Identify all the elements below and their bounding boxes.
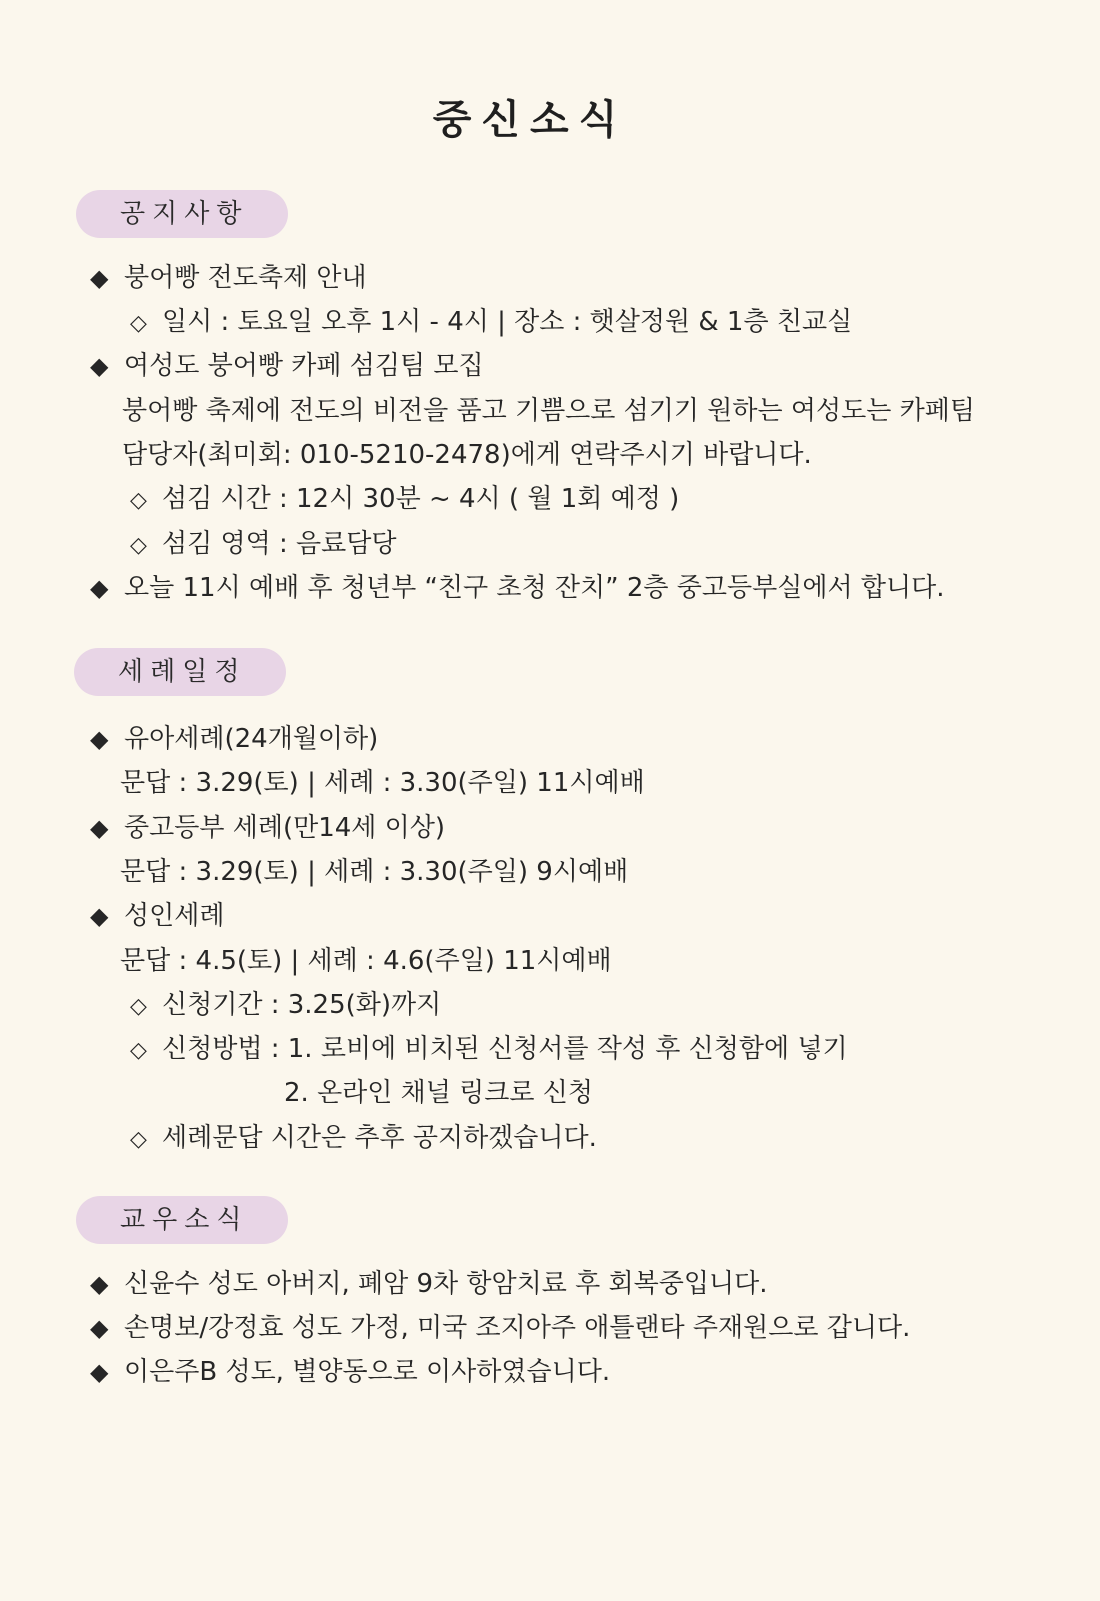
filled-diamond-icon: ◆ bbox=[90, 1314, 109, 1342]
list-item-text: 붕어빵 전도축제 안내 bbox=[124, 263, 367, 293]
list-item-text: 섬김 시간 : 12시 30분 ~ 4시 ( 월 1회 예정 ) bbox=[162, 484, 680, 514]
list-item-text: 성인세례 bbox=[124, 901, 225, 931]
hollow-diamond-icon: ◇ bbox=[130, 488, 147, 513]
list-item-text: 손명보/강정효 성도 가정, 미국 조지아주 애틀랜타 주재원으로 갑니다. bbox=[124, 1313, 911, 1343]
hollow-diamond-icon: ◇ bbox=[130, 994, 147, 1019]
filled-diamond-icon: ◆ bbox=[90, 574, 109, 602]
paragraph-line: 담당자(최미회: 010-5210-2478)에게 연락주시기 바랍니다. bbox=[122, 440, 812, 470]
paragraph-line: 문답 : 3.29(토) | 세례 : 3.30(주일) 11시예배 bbox=[120, 768, 645, 798]
filled-diamond-icon: ◆ bbox=[90, 1270, 109, 1298]
list-item-text: 신윤수 성도 아버지, 폐암 9차 항암치료 후 회복중입니다. bbox=[124, 1269, 768, 1299]
page-title: 중신소식 bbox=[432, 97, 628, 143]
filled-diamond-icon: ◆ bbox=[90, 902, 109, 930]
list-item bbox=[90, 262, 367, 294]
list-item-text: 세례문답 시간은 추후 공지하겠습니다. bbox=[162, 1123, 597, 1153]
list-item bbox=[90, 1356, 610, 1388]
list-item bbox=[130, 528, 396, 562]
list-item bbox=[130, 1122, 597, 1156]
list-item bbox=[130, 989, 441, 1023]
list-item bbox=[130, 483, 679, 517]
list-item-text: 신청방법 : 1. 로비에 비치된 신청서를 작성 후 신청함에 넣기 bbox=[162, 1034, 848, 1064]
hollow-diamond-icon: ◇ bbox=[130, 1127, 147, 1152]
list-item bbox=[90, 350, 484, 382]
list-item-text: 오늘 11시 예배 후 청년부 “친구 초청 잔치” 2층 중고등부실에서 합니다. bbox=[124, 573, 945, 603]
hollow-diamond-icon: ◇ bbox=[130, 1038, 147, 1063]
list-item-text: 유아세례(24개월이하) bbox=[124, 724, 379, 754]
filled-diamond-icon: ◆ bbox=[90, 814, 109, 842]
list-item bbox=[90, 1312, 910, 1344]
list-item bbox=[90, 1268, 767, 1300]
list-item-text: 신청기간 : 3.25(화)까지 bbox=[162, 990, 442, 1020]
list-item bbox=[90, 812, 445, 844]
paragraph-line: 문답 : 4.5(토) | 세례 : 4.6(주일) 11시예배 bbox=[120, 946, 612, 976]
list-item-text: 일시 : 토요일 오후 1시 - 4시 | 장소 : 햇살정원 & 1층 친교실 bbox=[162, 307, 853, 337]
filled-diamond-icon: ◆ bbox=[90, 352, 109, 380]
list-item-text: 여성도 붕어빵 카페 섬김팀 모집 bbox=[124, 351, 484, 381]
filled-diamond-icon: ◆ bbox=[90, 264, 109, 292]
list-item bbox=[90, 900, 224, 932]
hollow-diamond-icon: ◇ bbox=[130, 311, 147, 336]
list-item bbox=[90, 723, 378, 755]
list-item bbox=[130, 306, 852, 340]
filled-diamond-icon: ◆ bbox=[90, 725, 109, 753]
section-heading-notices: 공지사항 bbox=[76, 190, 288, 238]
list-item-text: 이은주B 성도, 별양동으로 이사하였습니다. bbox=[124, 1357, 611, 1387]
list-item bbox=[130, 1033, 848, 1067]
list-item-text: 중고등부 세례(만14세 이상) bbox=[124, 813, 446, 843]
section-heading-baptism: 세례일정 bbox=[74, 648, 286, 696]
paragraph-line: 2. 온라인 채널 링크로 신청 bbox=[284, 1078, 594, 1108]
paragraph-line: 붕어빵 축제에 전도의 비전을 품고 기쁨으로 섬기기 원하는 여성도는 카페팀 bbox=[122, 396, 975, 426]
section-heading-member-news: 교우소식 bbox=[76, 1196, 288, 1244]
filled-diamond-icon: ◆ bbox=[90, 1358, 109, 1386]
list-item-text: 섬김 영역 : 음료담당 bbox=[162, 529, 397, 559]
list-item bbox=[90, 572, 945, 604]
paragraph-line: 문답 : 3.29(토) | 세례 : 3.30(주일) 9시예배 bbox=[120, 857, 629, 887]
hollow-diamond-icon: ◇ bbox=[130, 533, 147, 558]
